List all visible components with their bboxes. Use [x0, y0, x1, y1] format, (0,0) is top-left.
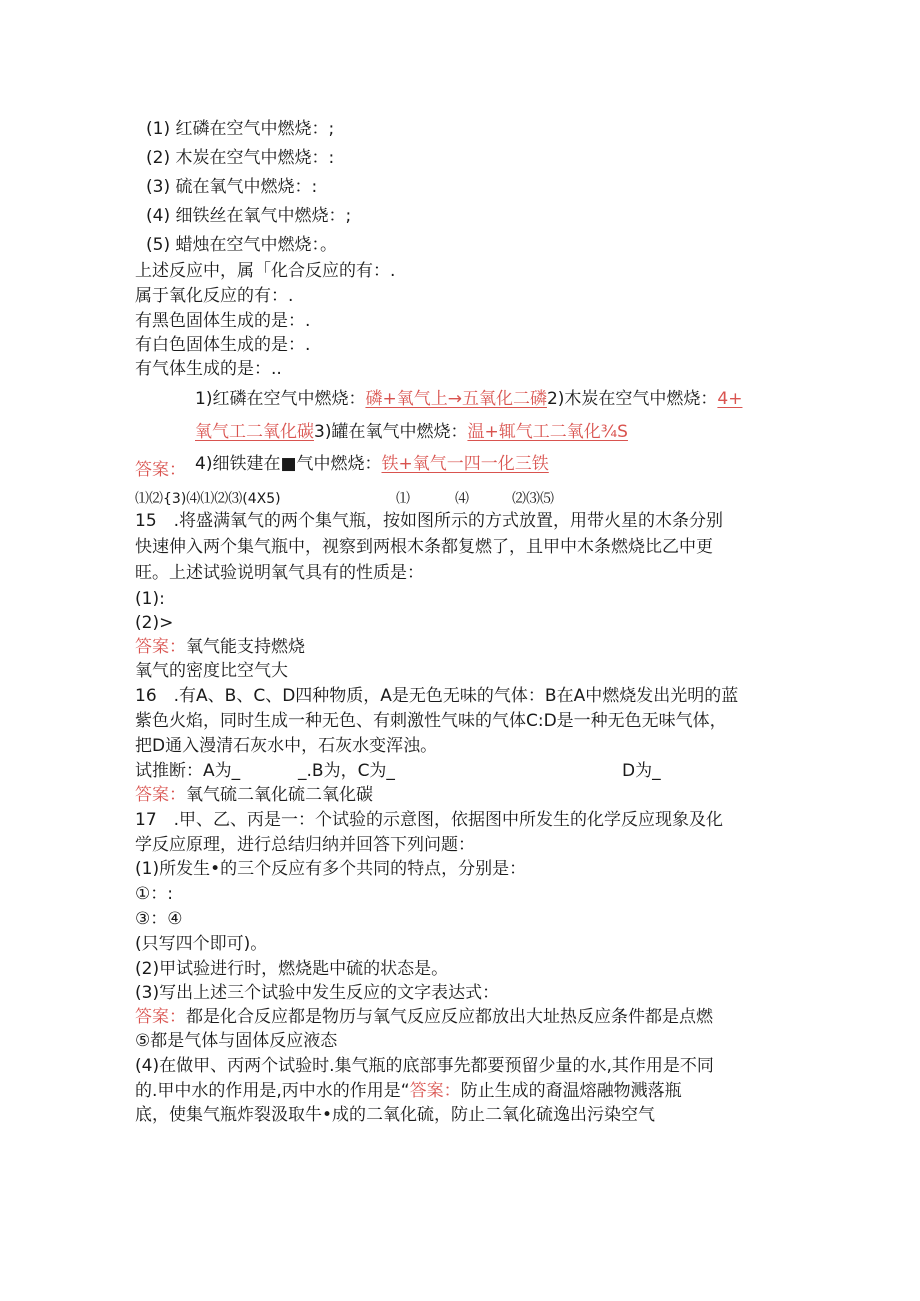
q16-text-1: 16 .有A、B、C、D四种物质，A是无色无味的气体：B在A中燃烧发出光明的蓝 — [135, 686, 739, 706]
answer-text: 3)罐在氧气中燃烧： — [314, 422, 468, 442]
q15-blank-2: (2)> — [135, 613, 174, 633]
q15-answer-line-2: 氧气的密度比空气大 — [135, 661, 288, 681]
answer-text: 都是化合反应都是物历与氧气反应反应都放出大址热反应条件都是点燃 — [186, 1007, 713, 1027]
q17-part-1-note: (只写四个即可)。 — [135, 934, 268, 954]
q14-answer-line-4c: ⑷ — [455, 491, 469, 507]
answer-text: 1)红磷在空气中燃烧： — [195, 389, 366, 409]
q14-answer-line-1 — [195, 387, 742, 411]
q14-sub-2: 属于氧化反应的有：. — [135, 286, 294, 306]
answer-label: 答案： — [135, 637, 186, 657]
answer-label: 答案： — [409, 1081, 461, 1101]
q14-item-3: (3) 硫在氧气中燃烧：: — [146, 177, 318, 197]
answer-text: 氧气能支持燃烧 — [186, 637, 305, 657]
q14-answer-line-4b: ⑴ — [396, 491, 410, 507]
q14-sub-4: 有白色固体生成的是：. — [135, 335, 311, 355]
answer-text: 防止生成的裔温熔融物溅落瓶 — [460, 1081, 682, 1101]
q16-infer-c: D为_ — [622, 761, 661, 781]
answer-equation: 铁+氧气一四一化三铁 — [381, 454, 549, 474]
q14-item-1: (1) 红磷在空气中燃烧：; — [146, 119, 335, 139]
answer-label: 答案： — [135, 785, 186, 805]
answer-text: 4)细铁建在■气中燃烧： — [195, 454, 382, 474]
answer-label: 答案： — [135, 1007, 186, 1027]
q17-part-3: (3)写出上述三个试验中发生反应的文字表达式： — [135, 983, 500, 1003]
q14-item-5: (5) 蜡烛在空气中燃烧：。 — [146, 235, 337, 255]
q17-text-1: 17 .甲、乙、丙是一：个试验的示意图，依据图中所发生的化学反应现象及化 — [135, 810, 724, 830]
answer-text: 氧气硫二氧化硫二氧化碳 — [186, 785, 373, 805]
q17-text-2: 学反应原理，进行总结归纳并回答下列问题： — [135, 835, 475, 855]
q17-part-1b: ③：④ — [135, 909, 183, 929]
q14-answer-label: 答案： — [135, 460, 186, 480]
q14-item-4: (4) 细铁丝在氧气中燃烧：; — [146, 206, 352, 226]
answer-equation: 氧气工二氧化碳 — [195, 422, 314, 442]
q17-part-4-line-3: 底，使集气瓶炸裂汲取牛•成的二氧化硫，防止二氧化硫逸出污染空气 — [135, 1105, 656, 1125]
q16-text-2: 紫色火焰，同时生成一种无色、有刺激性气味的气体C:D是一种无色无味气体， — [135, 711, 727, 731]
q16-answer — [135, 783, 373, 807]
q17-answer-line-2: ⑤都是气体与固体反应液态 — [135, 1031, 338, 1051]
q17-answer-line-1 — [135, 1005, 713, 1029]
q17-part-2: (2)甲试验进行时，燃烧匙中硫的状态是。 — [135, 959, 449, 979]
q14-answer-line-4d: ⑵⑶⑸ — [512, 491, 554, 507]
question-text: 的.甲中水的作用是,丙中水的作用是“ — [135, 1081, 410, 1101]
q17-part-4-line-2 — [135, 1079, 682, 1103]
q17-part-1a: ①：: — [135, 884, 173, 904]
answer-equation: 磷+氧气上→五氧化二磷 — [365, 389, 547, 409]
q15-text-3: 旺。上述试验说明氧气具有的性质是： — [135, 563, 424, 583]
q14-answer-line-3 — [195, 452, 549, 476]
q15-text-2: 快速伸入两个集气瓶中，视察到两根木条都复燃了，且甲中木条燃烧比乙中更 — [135, 537, 713, 557]
q16-infer-a: 试推断：A为_ — [135, 761, 241, 781]
q14-item-2: (2) 木炭在空气中燃烧：: — [146, 148, 335, 168]
q16-text-3: 把D通入漫清石灰水中，石灰水变浑浊。 — [135, 736, 438, 756]
q17-part-4-line-1: (4)在做甲、丙两个试验时.集气瓶的底部事先都要预留少量的水,其作用是不同 — [135, 1056, 714, 1076]
q14-answer-line-4a: ⑴⑵{3)⑷⑴⑵⑶(4X5) — [135, 491, 281, 507]
q14-answer-line-2 — [195, 420, 628, 444]
q14-sub-1: 上述反应中，属「化合反应的有：. — [135, 261, 396, 281]
q14-sub-5: 有气体生成的是：.. — [135, 359, 282, 379]
q15-blank-1: (1): — [135, 589, 165, 609]
q17-part-1: (1)所发生•的三个反应有多个共同的特点，分别是： — [135, 859, 527, 879]
q15-text-1: 15 .将盛满氧气的两个集气瓶，按如图所示的方式放置，用带火星的木条分别 — [135, 511, 724, 531]
answer-text: 2)木炭在空气中燃烧： — [546, 389, 718, 409]
answer-equation: 温+辄气工二氧化¾S — [467, 422, 628, 442]
q15-answer-line-1 — [135, 635, 305, 659]
q14-sub-3: 有黑色固体生成的是：. — [135, 311, 311, 331]
q16-infer-b: _.B为，C为_ — [298, 761, 395, 781]
answer-equation: 4+ — [717, 389, 743, 409]
